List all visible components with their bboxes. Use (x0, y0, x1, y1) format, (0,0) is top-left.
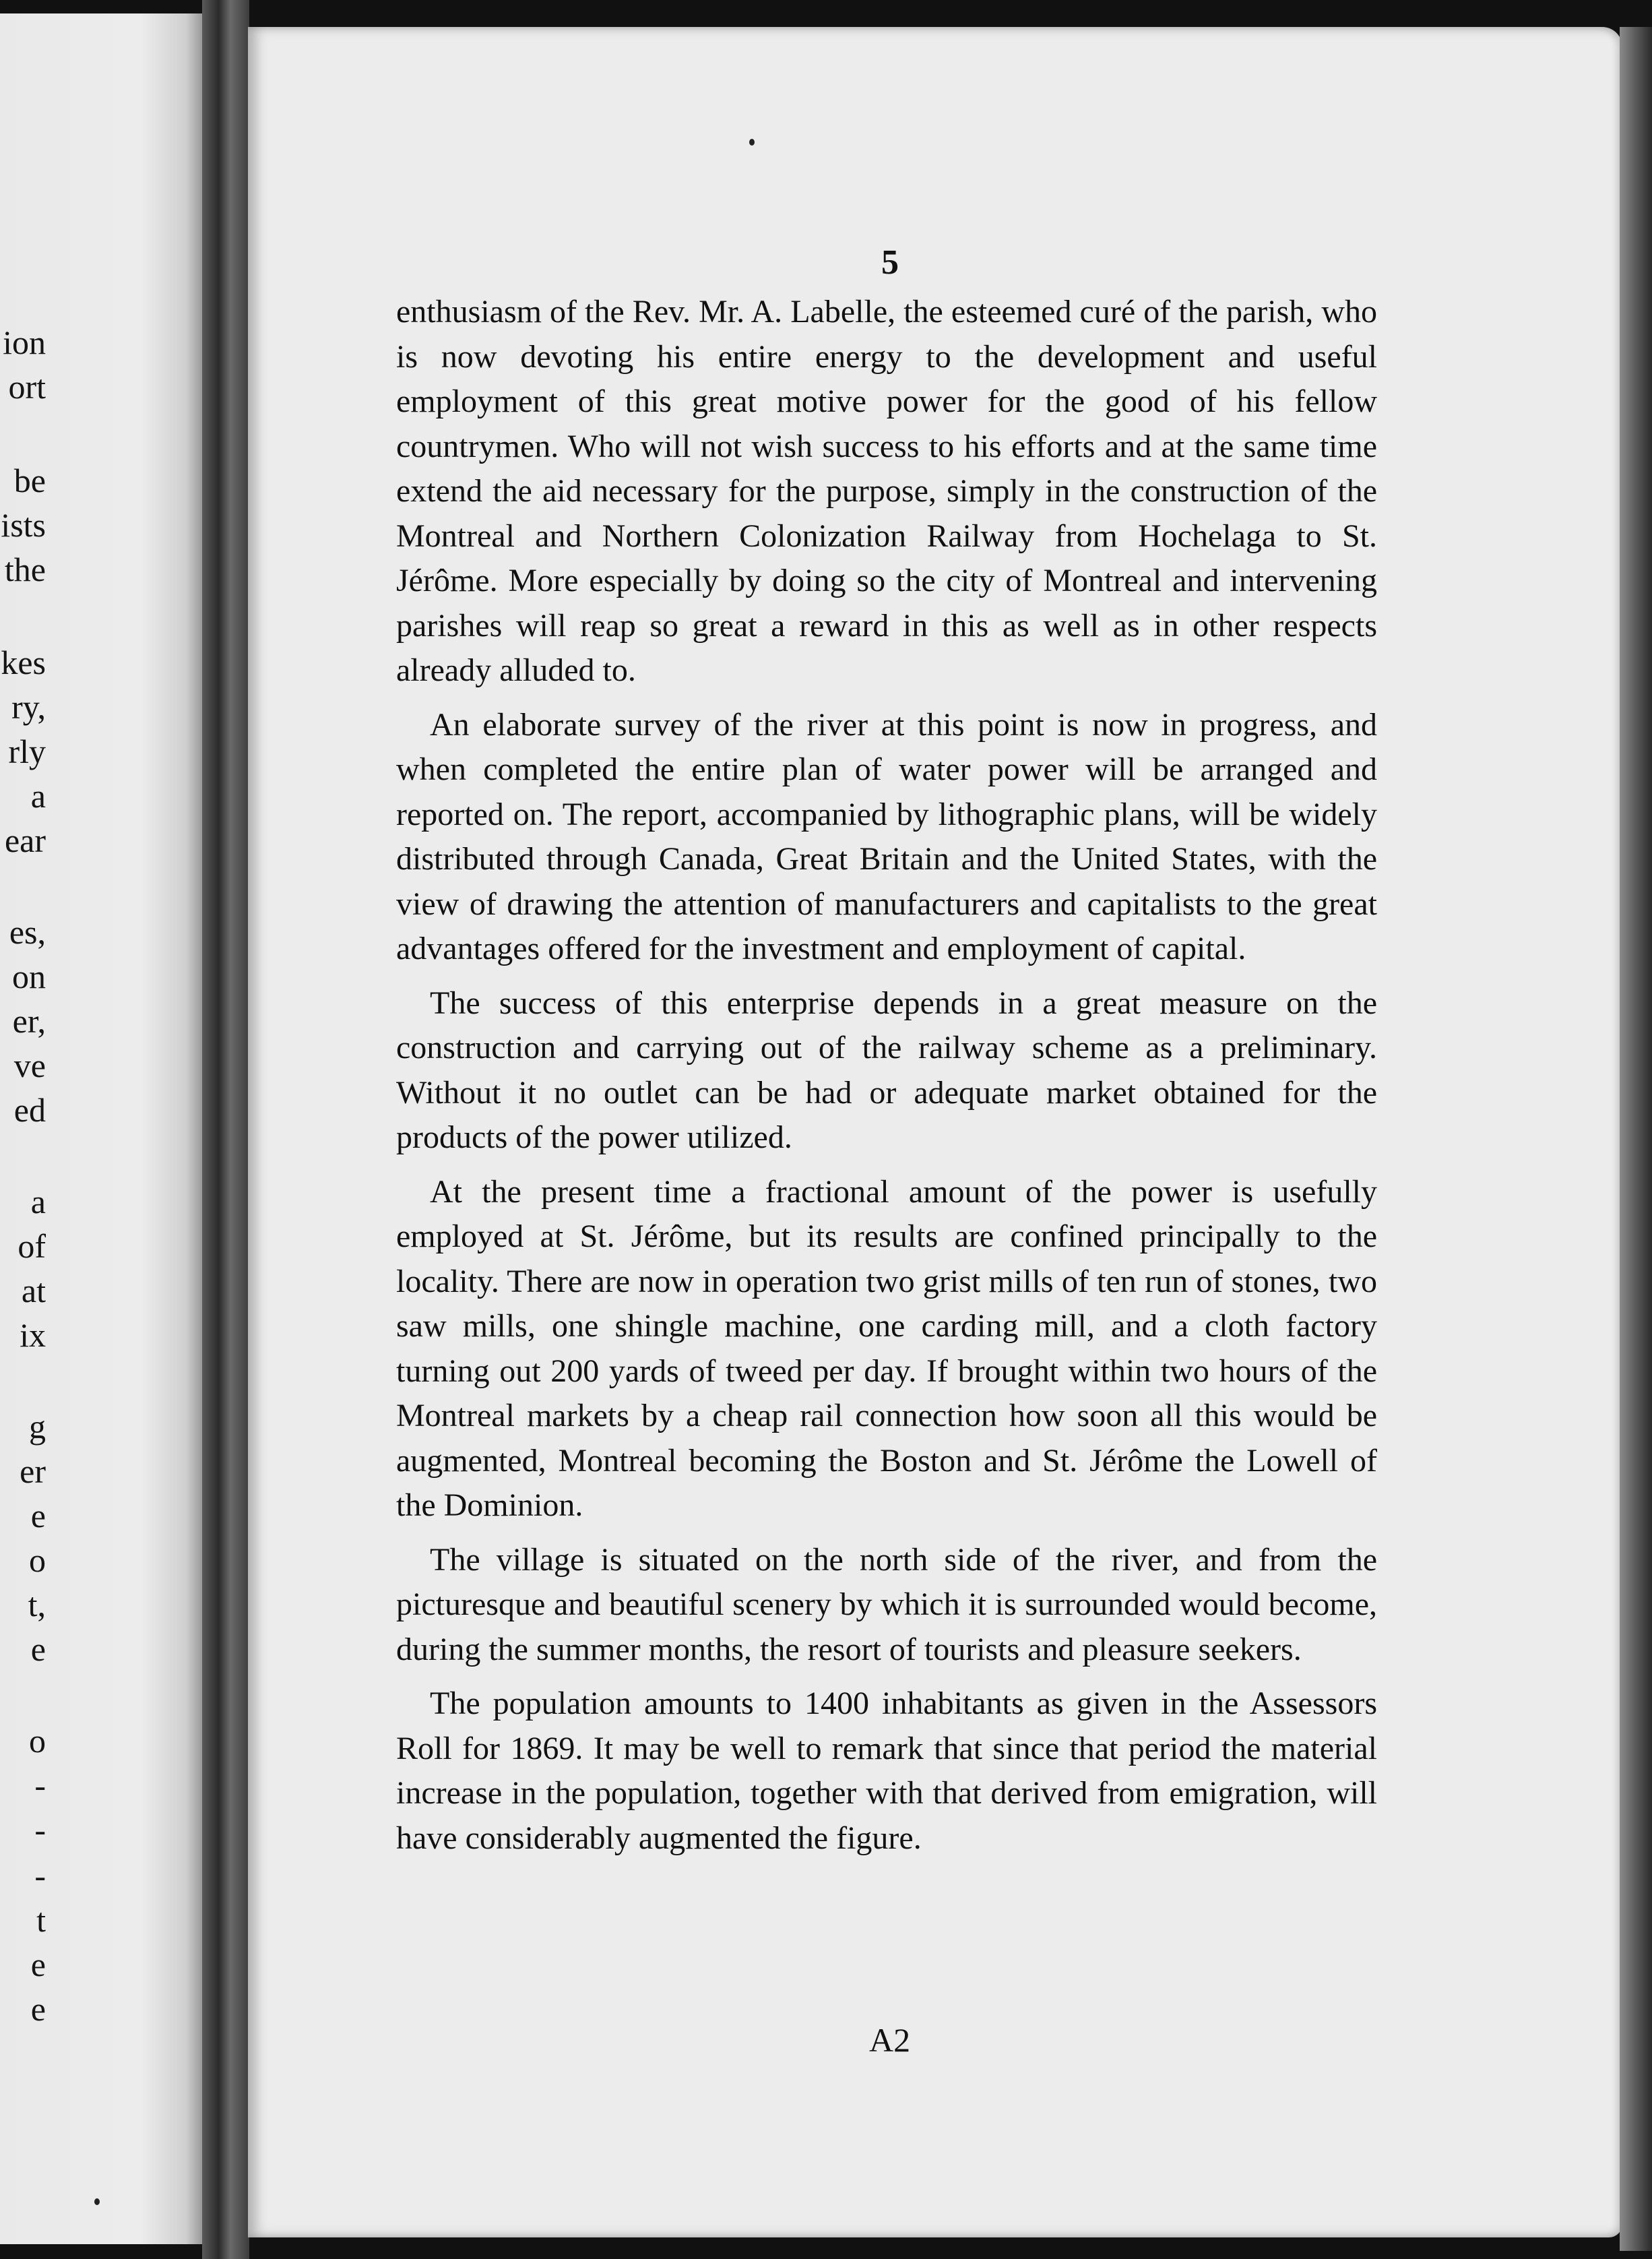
left-fragment: the (4, 551, 46, 588)
left-fragment: of (18, 1227, 46, 1265)
left-fragment: o (29, 1541, 46, 1579)
page-body-text (396, 290, 1377, 1870)
page-edge-shadow (1620, 27, 1652, 2251)
left-fragment: t (36, 1901, 46, 1939)
left-fragment: be (13, 462, 46, 499)
paragraph: The population amounts to 1400 inhabitants as given in the Assessors Roll for 1869. It may be well to remark that since that period the material increase in the population, together with that derived from emigration, will have considerably augmented the figure. (396, 1685, 1377, 1856)
left-fragment: - (34, 1811, 46, 1849)
left-fragment: a (30, 1183, 46, 1220)
left-fragment: er, (12, 1002, 46, 1040)
left-fragment: ear (4, 822, 46, 859)
left-fragment: ry, (11, 688, 46, 726)
paragraph: The village is situated on the north side of the river, and from the picturesque and beautiful scenery by which it is surrounded would become, during the summer months, the resort of tourists and pleasure seekers. (396, 1541, 1377, 1667)
left-fragment: a (30, 777, 46, 815)
paragraph: An elaborate survey of the river at this point is now in progress, and when completed the entire plan of water power will be arranged and reported on. The report, accompanied by lithographic plans, will be widely distributed through Canada, Great Britain and the United States, with the view of drawing the attention of manufacturers and capitalists to the great advantages offered for the investment and employment of capital. (396, 706, 1377, 966)
left-fragment: er (20, 1452, 46, 1490)
left-fragment: at (21, 1272, 46, 1309)
page-number: 5 (881, 243, 899, 282)
left-fragment: ort (8, 368, 46, 406)
left-fragment: ed (13, 1091, 46, 1129)
paragraph: At the present time a fractional amount of the power is usefully employed at St. Jérôme, but its results are confined principally to the locality. There are now in operation two grist mills of ten run of stones, two saw mills, one shingle machine, one carding mill, and a cloth factory turning out 200 yards of tweed per day. If brought within two hours of the Montreal markets by a cheap rail connection how soon all this would be augmented, Montreal becoming the Boston and St. Jérôme the Lowell of the Dominion. (396, 1173, 1377, 1523)
left-fragment: e (30, 1497, 46, 1535)
ink-speck (749, 139, 755, 146)
left-fragment: rly (8, 733, 46, 770)
book-gutter (202, 0, 249, 2259)
left-fragment: kes (1, 644, 46, 681)
left-page-text-fragments (0, 13, 61, 2244)
left-fragment: - (34, 1766, 46, 1804)
left-fragment: t, (28, 1586, 46, 1623)
paragraph: enthusiasm of the Rev. Mr. A. Labelle, the esteemed curé of the parish, who is now devoting his entire energy to the development and useful employment of this great motive power for the good of his fellow countrymen. Who will not wish success to his efforts and at the same time extend the aid necessary for the purpose, simply in the construction of the Montreal and Northern Colonization Railway from Hochelaga to St. Jérôme. More especially by doing so the city of Montreal and intervening parishes will reap so great a reward in this as well as in other respects already alluded to. (396, 294, 1377, 688)
left-fragment: es, (9, 913, 46, 951)
left-fragment: o (29, 1722, 46, 1760)
left-fragment: e (30, 1990, 46, 2028)
left-fragment: g (29, 1408, 46, 1446)
left-fragment: on (12, 958, 46, 995)
left-facing-page (0, 13, 202, 2244)
left-fragment: e (30, 1946, 46, 1983)
signature-mark: A2 (869, 2021, 911, 2059)
left-fragment: e (30, 1630, 46, 1668)
paragraph: The success of this enterprise depends in a great measure on the construction and carrying out of the railway scheme as a preliminary. Without it no outlet can be had or adequate market obtained for the products of the power utilized. (396, 985, 1377, 1155)
left-fragment: - (34, 1857, 46, 1894)
left-fragment: ve (13, 1047, 46, 1084)
left-fragment: ion (3, 323, 46, 361)
ink-speck (94, 2198, 100, 2205)
left-fragment: ix (20, 1316, 46, 1354)
left-fragment: ists (1, 506, 46, 544)
